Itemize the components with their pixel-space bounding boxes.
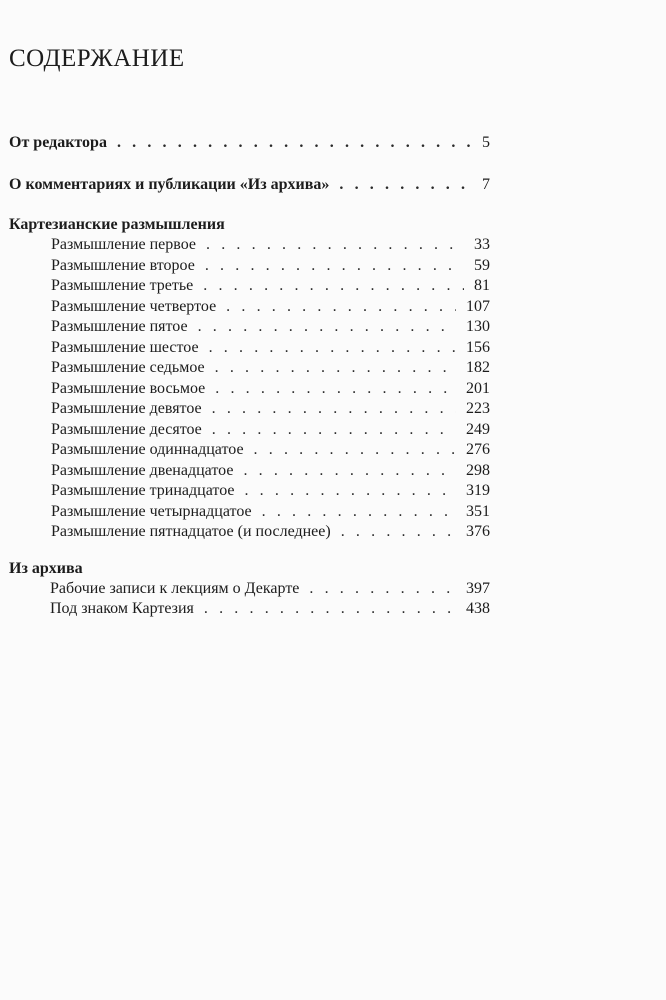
toc-entry-page: 276 [466, 441, 490, 458]
toc-entry-label: Размышление первое [51, 236, 197, 253]
toc-entry-label: Размышление девятое [51, 400, 202, 417]
dot-leader [339, 176, 472, 194]
toc-entry-label: Размышление тринадцатое [51, 482, 235, 499]
toc-entry[interactable] [51, 339, 490, 357]
dot-leader [206, 236, 464, 254]
toc-entry[interactable] [51, 236, 490, 254]
dot-leader [209, 339, 456, 357]
toc-entry-label: Под знаком Картезия [50, 600, 194, 617]
toc-entry-page: 351 [466, 502, 490, 520]
toc-entry-page: 5 [482, 134, 490, 151]
toc-entry-page: 182 [466, 359, 490, 376]
toc-entry[interactable] [51, 523, 490, 541]
toc-entry[interactable] [51, 400, 490, 418]
toc-entry[interactable] [50, 580, 490, 598]
toc-entry[interactable] [51, 318, 490, 336]
page-title: СОДЕРЖАНИЕ [9, 45, 185, 72]
toc-entry-label: Размышление четвертое [51, 297, 217, 315]
toc-entry[interactable] [51, 482, 490, 500]
dot-leader [204, 600, 456, 618]
section-heading-meditations: Картезианские размышления [9, 216, 225, 233]
dot-leader [226, 298, 456, 316]
dot-leader [198, 318, 456, 336]
dot-leader [254, 441, 456, 459]
toc-entry[interactable] [51, 257, 490, 275]
toc-entry-page: 201 [466, 379, 490, 397]
toc-entry[interactable] [51, 441, 490, 459]
toc-entry-page: 249 [466, 420, 490, 438]
toc-entry-comments[interactable] [9, 176, 490, 194]
toc-entry-page: 223 [466, 400, 490, 417]
toc-entry[interactable] [51, 359, 490, 377]
toc-entry-page: 7 [482, 176, 490, 193]
toc-entry[interactable] [51, 380, 490, 398]
toc-entry-label: Размышление одиннадцатое [51, 441, 244, 458]
toc-entry-label: Размышление пятнадцатое (и последнее) [51, 523, 331, 540]
dot-leader [203, 277, 464, 295]
toc-entry-label: От редактора [9, 134, 107, 151]
toc-entry-page: 33 [474, 236, 490, 253]
toc-entry[interactable] [51, 298, 490, 316]
dot-leader [215, 359, 456, 377]
dot-leader [244, 482, 456, 500]
toc-entry-page: 376 [466, 523, 490, 540]
toc-entry-label: Размышление двенадцатое [51, 461, 234, 479]
toc-entry-label: Размышление второе [51, 256, 195, 274]
toc-entry-page: 59 [474, 256, 490, 274]
toc-entry-page: 319 [466, 482, 490, 499]
toc-entry-label: Размышление пятое [51, 318, 188, 335]
toc-entry-editor[interactable] [9, 134, 490, 152]
dot-leader [117, 134, 472, 152]
toc-entry[interactable] [51, 421, 490, 439]
toc-entry[interactable] [51, 462, 490, 480]
dot-leader [243, 462, 456, 480]
toc-entry-label: Размышление шестое [51, 338, 199, 356]
toc-entry-label: О комментариях и публикации «Из архива» [9, 176, 330, 193]
toc-entry-page: 438 [466, 600, 490, 617]
toc-entry-page: 81 [474, 277, 490, 294]
section-heading-archive: Из архива [9, 560, 83, 577]
dot-leader [212, 400, 456, 418]
toc-entry-label: Размышление седьмое [51, 359, 205, 376]
toc-entry-page: 156 [466, 338, 490, 356]
toc-entry-page: 298 [466, 461, 490, 479]
dot-leader [309, 580, 456, 598]
toc-entry-page: 130 [466, 318, 490, 335]
toc-entry-page: 107 [466, 297, 490, 315]
dot-leader [262, 503, 456, 521]
toc-entry[interactable] [50, 600, 490, 618]
toc-entry[interactable] [51, 277, 490, 295]
toc-entry[interactable] [51, 503, 490, 521]
toc-entry-page: 397 [466, 580, 490, 597]
toc-entry-label: Размышление десятое [51, 420, 202, 438]
toc-entry-label: Рабочие записи к лекциям о Декарте [50, 580, 300, 597]
toc-entry-label: Размышление третье [51, 277, 194, 294]
dot-leader [205, 257, 464, 275]
dot-leader [341, 523, 456, 541]
toc-entry-label: Размышление четырнадцатое [51, 502, 252, 520]
dot-leader [215, 380, 456, 398]
dot-leader [212, 421, 456, 439]
toc-entry-label: Размышление восьмое [51, 379, 206, 397]
